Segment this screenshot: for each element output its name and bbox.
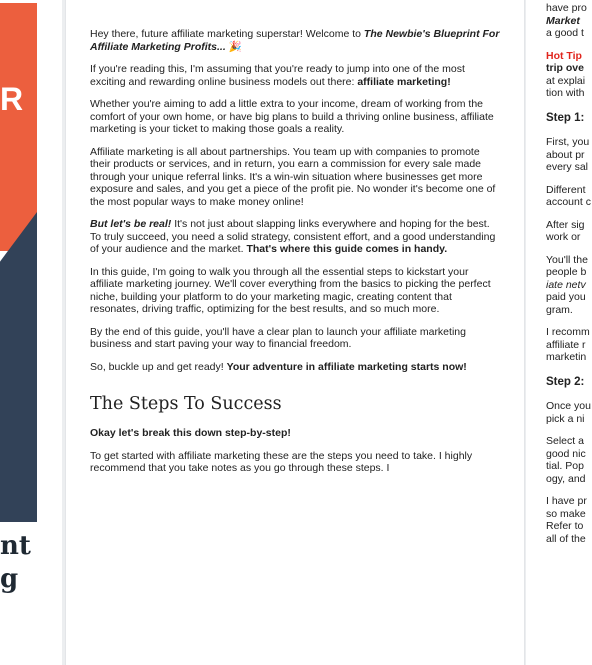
page-steps: [526, 0, 592, 665]
intro-paragraph-4: Affiliate marketing is all about partnerships. You team up with companies to promote their products or services, and in return, you earn a commission for every sale made through your unique referral links. It's a win-win situation where businesses get more exposure and sales, and you get a piece of the profit pie. No wonder it's become one of the most popular ways to make money online!: [90, 145, 496, 208]
page-intro: [65, 0, 525, 665]
cover-title-line-2: g: [0, 564, 19, 594]
cover-title: [0, 530, 31, 596]
intro-paragraph-6: In this guide, I'm going to walk you through all the essential steps to kickstart your affiliate marketing journey. We'll cover everything from the basics to picking the perfect niche, building your platform to do your marketing magic, creating content that resonates, driving traffic, optimizing for the best results, and so much more.: [90, 265, 491, 315]
cover-navy-block: [0, 212, 37, 522]
party-emoji-icon: 🎉: [228, 40, 242, 53]
intro-paragraph-5: But let's be real! It's not just about slapping links everywhere and hoping for the best. To truly succeed, you need a solid strategy, consistent effort, and a good understanding of your audience and the market. That's where this guide comes in handy.: [90, 218, 496, 255]
step-1-heading: Step 1:: [546, 111, 585, 124]
intro-paragraph-8: So, buckle up and get ready! Your adventure in affiliate marketing starts now!: [90, 360, 467, 373]
intro-paragraph-7: By the end of this guide, you'll have a clear plan to launch your affiliate marketing business and start paving your way to financial freedom.: [90, 325, 466, 350]
intro-paragraph-2: If you're reading this, I'm assuming that you're ready to jump into one of the most exciting and rewarding online business models out there: affiliate marketing!: [90, 63, 465, 88]
cover-letter: R: [0, 81, 24, 117]
section-heading: The Steps To Success: [90, 394, 282, 414]
hot-tip-label: Hot Tip: [546, 49, 582, 62]
section-subheading: Okay let's break this down step-by-step!: [90, 427, 291, 439]
page-intro-content: [90, 28, 501, 485]
intro-paragraph-1: Hey there, future affiliate marketing superstar! Welcome to The Newbie's Blueprint For Affiliate Marketing Profits... 🎉: [90, 28, 500, 53]
cover-title-line-1: nt: [0, 531, 31, 561]
book-title: The Newbie's Blueprint For Affiliate Marketing Profits...: [90, 28, 500, 53]
cover-page: [0, 0, 62, 665]
steps-intro-paragraph: To get started with affiliate marketing these are the steps you need to take. I highly recommend that you take notes as you go through these steps. I: [90, 449, 473, 474]
page-steps-content: have pro Market a good t Hot Tip trip ove at explai tion with Step 1: First, you about pr every sal Different account c After sig work or You'll the people b iate netv paid you gram. I recomm affiliate r marketin Step 2: Once you pick a ni Select a good nic tial. Pop ogy, and I have pr so make Refer to all of the: [546, 2, 592, 545]
step-2-heading: Step 2:: [546, 375, 585, 388]
intro-paragraph-3: Whether you're aiming to add a little extra to your income, dream of working from the comfort of your own home, or have big plans to build a thriving online business, affiliate marketing is your ticket to making those goals a reality.: [90, 98, 494, 135]
cover-orange-block: [0, 3, 37, 251]
